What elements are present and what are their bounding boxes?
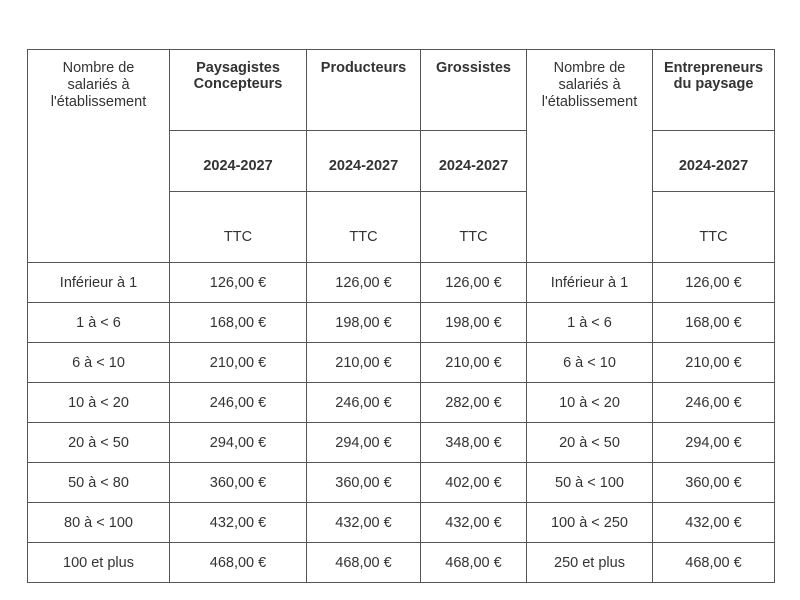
paysagistes-cell: 168,00 € xyxy=(170,303,307,343)
size-a-cell: 10 à < 20 xyxy=(28,383,170,423)
paysagistes-cell: 210,00 € xyxy=(170,343,307,383)
size-b-cell: 100 à < 250 xyxy=(527,503,653,543)
size-a-cell: 6 à < 10 xyxy=(28,343,170,383)
producteurs-cell: 246,00 € xyxy=(307,383,421,423)
size-a-cell: 20 à < 50 xyxy=(28,423,170,463)
size-b-cell: 20 à < 50 xyxy=(527,423,653,463)
size-b-cell: 6 à < 10 xyxy=(527,343,653,383)
paysagistes-cell: 468,00 € xyxy=(170,543,307,583)
paysagistes-cell: 432,00 € xyxy=(170,503,307,543)
size-a-cell: 80 à < 100 xyxy=(28,503,170,543)
header-size-a xyxy=(28,50,170,263)
table-row xyxy=(28,343,775,383)
grossistes-cell: 198,00 € xyxy=(421,303,527,343)
table-row xyxy=(28,383,775,423)
entrepreneurs-cell: 210,00 € xyxy=(653,343,775,383)
table-row xyxy=(28,503,775,543)
tariff-table xyxy=(27,49,775,583)
size-a-cell: 50 à < 80 xyxy=(28,463,170,503)
period-grossistes: 2024-2027 xyxy=(421,131,527,192)
grossistes-cell: 468,00 € xyxy=(421,543,527,583)
header-producteurs xyxy=(307,50,421,131)
entrepreneurs-cell: 294,00 € xyxy=(653,423,775,463)
producteurs-cell: 126,00 € xyxy=(307,263,421,303)
size-b-cell: 250 et plus xyxy=(527,543,653,583)
paysagistes-cell: 246,00 € xyxy=(170,383,307,423)
header-size-a-label: Nombre de salariés à l'établissement xyxy=(50,60,147,110)
size-b-cell: Inférieur à 1 xyxy=(527,263,653,303)
producteurs-cell: 294,00 € xyxy=(307,423,421,463)
entrepreneurs-cell: 360,00 € xyxy=(653,463,775,503)
paysagistes-cell: 294,00 € xyxy=(170,423,307,463)
entrepreneurs-cell: 126,00 € xyxy=(653,263,775,303)
producteurs-cell: 210,00 € xyxy=(307,343,421,383)
producteurs-cell: 360,00 € xyxy=(307,463,421,503)
grossistes-cell: 348,00 € xyxy=(421,423,527,463)
producteurs-cell: 432,00 € xyxy=(307,503,421,543)
unit-producteurs: TTC xyxy=(307,192,421,263)
header-size-b xyxy=(527,50,653,263)
period-entrepreneurs: 2024-2027 xyxy=(653,131,775,192)
period-producteurs: 2024-2027 xyxy=(307,131,421,192)
table-row xyxy=(28,463,775,503)
header-entrepreneurs xyxy=(653,50,775,131)
header-size-b-label: Nombre de salariés à l'établissement xyxy=(541,60,638,110)
entrepreneurs-cell: 168,00 € xyxy=(653,303,775,343)
unit-entrepreneurs: TTC xyxy=(653,192,775,263)
size-a-cell: 1 à < 6 xyxy=(28,303,170,343)
period-paysagistes: 2024-2027 xyxy=(170,131,307,192)
size-b-cell: 1 à < 6 xyxy=(527,303,653,343)
table-row xyxy=(28,423,775,463)
producteurs-cell: 468,00 € xyxy=(307,543,421,583)
header-paysagistes-label: Paysagistes Concepteurs xyxy=(193,60,283,92)
entrepreneurs-cell: 246,00 € xyxy=(653,383,775,423)
table-row xyxy=(28,543,775,583)
header-row xyxy=(28,50,775,131)
grossistes-cell: 210,00 € xyxy=(421,343,527,383)
unit-paysagistes: TTC xyxy=(170,192,307,263)
grossistes-cell: 282,00 € xyxy=(421,383,527,423)
header-grossistes-label: Grossistes xyxy=(436,60,511,76)
paysagistes-cell: 126,00 € xyxy=(170,263,307,303)
size-a-cell: 100 et plus xyxy=(28,543,170,583)
entrepreneurs-cell: 432,00 € xyxy=(653,503,775,543)
table-row xyxy=(28,303,775,343)
size-b-cell: 10 à < 20 xyxy=(527,383,653,423)
table-row xyxy=(28,263,775,303)
header-paysagistes xyxy=(170,50,307,131)
grossistes-cell: 402,00 € xyxy=(421,463,527,503)
unit-grossistes: TTC xyxy=(421,192,527,263)
producteurs-cell: 198,00 € xyxy=(307,303,421,343)
grossistes-cell: 432,00 € xyxy=(421,503,527,543)
header-grossistes xyxy=(421,50,527,131)
size-b-cell: 50 à < 100 xyxy=(527,463,653,503)
header-producteurs-label: Producteurs xyxy=(320,60,407,76)
grossistes-cell: 126,00 € xyxy=(421,263,527,303)
paysagistes-cell: 360,00 € xyxy=(170,463,307,503)
header-entrepreneurs-label: Entrepreneurs du paysage xyxy=(663,60,764,92)
size-a-cell: Inférieur à 1 xyxy=(28,263,170,303)
entrepreneurs-cell: 468,00 € xyxy=(653,543,775,583)
